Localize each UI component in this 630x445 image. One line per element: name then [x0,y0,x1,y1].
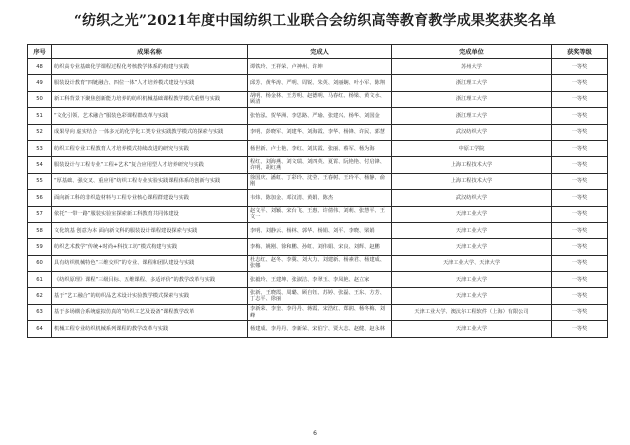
achievement-name-cell: 纺织艺术教学“传统+时尚+科技工坊”模式构建与实践 [52,239,248,255]
header-level: 获奖等级 [552,45,608,59]
row-number-cell: 52 [28,124,52,140]
contributors-cell: 李新荣、李奎、李丹丹、蒋霞、宋浩红、郑润、杨冬梅、刘峰 [248,304,392,320]
table-row [28,190,608,206]
award-level-cell: 一等奖 [552,91,608,107]
document-title: “纺织之光”2021年度中国纺织工业联合会纺织高等教育教学成果奖获奖名单 [73,13,557,29]
table-row [28,255,608,271]
table-row [28,91,608,107]
row-number-cell: 63 [28,304,52,320]
institution-cell: 天津工业大学 [392,239,552,255]
award-level-cell: 一等奖 [552,59,608,75]
contributors-cell: 邱芳、黄华涛、严明、周锐、朱英、刘丽娴、叶小军、陈翔 [248,75,392,91]
table-row [28,206,608,222]
contributors-cell: 杨建成、李丹丹、李新荣、宋伯宁、贾大志、赵健、赵永林 [248,321,392,337]
institution-cell: 天津工业大学 [392,321,552,337]
institution-cell: 苏州大学 [392,59,552,75]
row-number-cell: 64 [28,321,52,337]
row-number-cell: 59 [28,239,52,255]
institution-cell: 天津工业大学 [392,272,552,288]
award-level-cell: 一等奖 [552,157,608,173]
table-row [28,157,608,173]
award-level-cell: 一等奖 [552,255,608,271]
contributors-cell: 谭铁玲、王祥荣、卢神州、许坤 [248,59,392,75]
award-level-cell: 一等奖 [552,124,608,140]
achievement-name-cell: 具有纺织机械特色“三维交织”的专业、课程和团队建设与实践 [52,255,248,271]
table-row [28,288,608,304]
achievement-name-cell: 基于多场耦合系统虚拟仿真的“纺织工艺及设备”课程教学改革 [52,304,248,320]
institution-cell: 武汉纺织大学 [392,124,552,140]
award-level-cell: 一等奖 [552,222,608,238]
contributors-cell: 杨世新、卢士艳、李红、刘其霞、张丽、蔡军、杨为海 [248,140,392,156]
institution-cell: 天津工业大学 [392,288,552,304]
institution-cell: 浙江理工大学 [392,108,552,124]
row-number-cell: 48 [28,59,52,75]
contributors-cell: 韦炜、陈加金、邓汉清、黄娟、陈杰 [248,190,392,206]
institution-cell: 天津工业大学 [392,222,552,238]
achievement-name-cell: 基于“艺工融合”的纺织品艺术设计实验教学模式探索与实践 [52,288,248,304]
contributors-cell: 张毅玲、王建坤、张淑洁、李翠玉、李凤艳、赵立家 [248,272,392,288]
award-level-cell: 一等奖 [552,304,608,320]
table-row [28,75,608,91]
table-row [28,59,608,75]
achievement-name-cell: 机械工程专业纺织机械系列课程的教学改革与实践 [52,321,248,337]
row-number-cell: 58 [28,222,52,238]
contributors-cell: 徐国庆、潘虹、丁彩玲、沈莹、王春树、王玲平、杨静、俞刚 [248,173,392,189]
institution-cell: 上海工程技术大学 [392,157,552,173]
page-number: 6 [313,430,317,437]
table-row [28,321,608,337]
achievement-name-cell: “文化引领、艺术融合”服装色彩课程群改革与实践 [52,108,248,124]
row-number-cell: 50 [28,91,52,107]
achievement-name-cell: 纺织高专业基础化学课程过程化考核教学体系的构建与实践 [52,59,248,75]
header-unit: 完成单位 [392,45,552,59]
contributors-cell: 李明、刘静云、杨林、郭华、杨娟、刘平、李晓、梁娟 [248,222,392,238]
institution-cell: 上海工程技术大学 [392,173,552,189]
institution-cell: 天津工业大学 [392,206,552,222]
achievement-name-cell: 纺织工程专业工程教育人才培养模式持续改进的研究与实践 [52,140,248,156]
table-row [28,272,608,288]
contributors-cell: 李明、彭晓军、刘建华、刘海霞、李华、杨锋、许民、郭慧 [248,124,392,140]
row-number-cell: 54 [28,157,52,173]
award-level-cell: 一等奖 [552,321,608,337]
table-row [28,239,608,255]
contributors-cell: 杜志红、赵冬、李冀、刘大力、刘建新、杨素君、杨建成、张娜 [248,255,392,271]
contributors-cell: 张新、王晓霞、周璐、顾自钰、苏婷、张磊、王东、方芳、丁志平、徐丽 [248,288,392,304]
award-level-cell: 一等奖 [552,239,608,255]
row-number-cell: 53 [28,140,52,156]
achievement-name-cell: 面向新工科的非织造材料与工程专业核心课程群建设与实践 [52,190,248,206]
table-row [28,108,608,124]
achievement-name-cell: 成果导向 虚实结合 一体多元的化学化工类专业实践教学模式的探索与实践 [52,124,248,140]
header-name: 成果名称 [52,45,248,59]
row-number-cell: 62 [28,288,52,304]
institution-cell: 浙江理工大学 [392,91,552,107]
institution-cell: 浙江理工大学 [392,75,552,91]
contributors-cell: 李梅、姚刚、徐和鹏、孙虹、刘伟娟、宋良、刘辉、赵鹏 [248,239,392,255]
award-level-cell: 一等奖 [552,206,608,222]
award-level-cell: 一等奖 [552,108,608,124]
awards-table [27,44,608,338]
row-number-cell: 61 [28,272,52,288]
achievement-name-cell: 依托“一带一路”服装实验室探索新工科教育共同体建设 [52,206,248,222]
row-number-cell: 57 [28,206,52,222]
table-row [28,222,608,238]
award-level-cell: 一等奖 [552,173,608,189]
contributors-cell: 张怡泓、贺华洲、李思路、严瑜、张建兴、杨华、刘国金 [248,108,392,124]
institution-cell: 中原工学院 [392,140,552,156]
row-number-cell: 55 [28,173,52,189]
contributors-cell: 程红、刘海燕、刘文瑞、刘四英、夏霄、阮艳艳、付启锋、许明、胡红燕 [248,157,392,173]
header-people: 完成人 [248,45,392,59]
row-number-cell: 60 [28,255,52,271]
contributors-cell: 胡明、杨金林、王芳明、赵德明、马春红、杨梁、黄文水、顾清 [248,91,392,107]
row-number-cell: 49 [28,75,52,91]
table-row [28,124,608,140]
achievement-name-cell: “厚基础、强交叉、重应用”纺织工程专业实验实践课程体系的创新与实践 [52,173,248,189]
achievement-name-cell: 服装设计教育“四链融合、四位一体”人才培养模式建设与实践 [52,75,248,91]
award-level-cell: 一等奖 [552,140,608,156]
table-row [28,140,608,156]
achievement-name-cell: 《纺织原理》课程“三级目标、五维课程、多适评价”的教学改革与实践 [52,272,248,288]
contributors-cell: 赵文平、刘颖、宋台飞、王惠、许倩伟、刘莉、张慧平、王文一 [248,206,392,222]
table-header-row [28,45,608,59]
award-level-cell: 一等奖 [552,288,608,304]
header-no: 序号 [28,45,52,59]
table-row [28,173,608,189]
institution-cell: 天津工业大学、天津大学 [392,255,552,271]
award-level-cell: 一等奖 [552,272,608,288]
institution-cell: 天津工业大学、澳汰尔工程软件（上海）有限公司 [392,304,552,320]
table-row [28,304,608,320]
achievement-name-cell: 新工科背景下聚焦创新能力培养的纺织机械基础课程教学模式重塑与实践 [52,91,248,107]
row-number-cell: 56 [28,190,52,206]
achievement-name-cell: 文化筑基 创意为本 面向新文科的服装设计课程建设探索与实践 [52,222,248,238]
row-number-cell: 51 [28,108,52,124]
award-level-cell: 一等奖 [552,75,608,91]
achievement-name-cell: 服装设计与工程专业“工程+艺术”复合应用型人才培养研究与实践 [52,157,248,173]
award-level-cell: 一等奖 [552,190,608,206]
institution-cell: 武汉纺织大学 [392,190,552,206]
